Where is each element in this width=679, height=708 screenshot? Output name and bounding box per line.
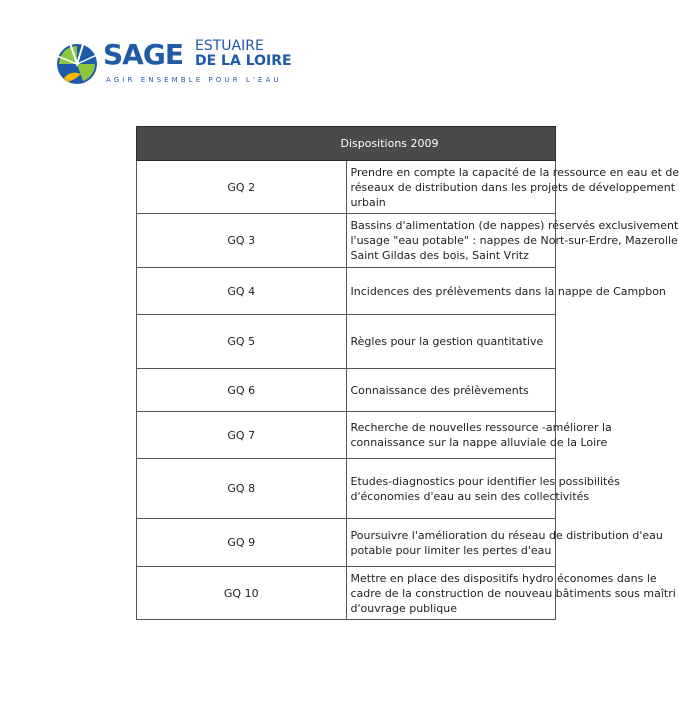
description-line: d'ouvrage publique	[350, 601, 457, 615]
disposition-code: GQ 2	[137, 161, 347, 214]
sage-logo	[55, 34, 295, 94]
description-line: Saint Gildas des bois, Saint Vritz	[350, 249, 529, 262]
logo-sage-text: SAGE	[103, 38, 183, 71]
description-line: Connaissance des prélèvements	[350, 383, 529, 397]
table-header-row	[137, 127, 556, 161]
disposition-code: GQ 4	[137, 268, 347, 315]
description-line: Poursuivre l'amélioration du réseau de distribution d'eau	[350, 528, 663, 542]
disposition-code: GQ 9	[137, 519, 347, 567]
disposition-description	[346, 315, 556, 369]
logo-de-la-loire-text: DE LA LOIRE	[195, 53, 292, 69]
disposition-description	[346, 214, 679, 268]
disposition-description	[346, 369, 556, 412]
table-row	[137, 459, 556, 519]
table-row	[137, 412, 556, 459]
table-row	[137, 519, 556, 567]
description-line: urbain	[350, 195, 386, 209]
description-line: d'économies d'eau au sein des collectivités	[350, 489, 590, 503]
description-line: l'usage "eau potable" : nappes de Nort-sur-Erdre, Mazerolle	[350, 234, 678, 247]
description-line: Prendre en compte la capacité de la ressource en eau et de	[350, 165, 679, 179]
table-row	[137, 268, 556, 315]
logo-estuaire-text: ESTUAIRE	[195, 38, 264, 54]
dispositions-table	[136, 126, 679, 620]
description-line: cadre de la construction de nouveau bâtiments sous maîtri	[350, 586, 676, 600]
description-line: Bassins d'alimentation (de nappes) réservés exclusivement	[350, 219, 679, 232]
table-header: Dispositions 2009	[137, 127, 556, 161]
table-body	[137, 161, 679, 620]
disposition-description	[346, 412, 612, 459]
description-line: Mettre en place des dispositifs hydro économes dans le	[350, 571, 657, 585]
table-row	[137, 214, 556, 268]
disposition-code: GQ 10	[137, 567, 347, 620]
disposition-code: GQ 6	[137, 369, 347, 412]
disposition-code: GQ 5	[137, 315, 347, 369]
description-line: réseaux de distribution dans les projets de développement	[350, 180, 676, 194]
description-line: Etudes-diagnostics pour identifier les possibilités	[350, 474, 620, 488]
description-line: Recherche de nouvelles ressource -améliorer la	[350, 421, 612, 434]
disposition-description	[346, 519, 663, 567]
description-line: Règles pour la gestion quantitative	[350, 335, 544, 348]
logo-tagline: AGIR ENSEMBLE POUR L'EAU	[106, 76, 282, 84]
disposition-code: GQ 3	[137, 214, 347, 268]
disposition-description	[346, 268, 666, 315]
disposition-description	[346, 161, 679, 214]
logo-emblem-icon	[55, 34, 101, 90]
table-row	[137, 315, 556, 369]
disposition-description	[346, 567, 676, 620]
disposition-code: GQ 8	[137, 459, 347, 519]
disposition-description	[346, 459, 620, 519]
table-row	[137, 567, 556, 620]
dispositions-table-container	[136, 126, 679, 622]
table-row	[137, 161, 556, 214]
description-line: Incidences des prélèvements dans la nappe de Campbon	[350, 284, 666, 298]
disposition-code: GQ 7	[137, 412, 347, 459]
description-line: connaissance sur la nappe alluviale de la Loire	[350, 436, 608, 449]
description-line: potable pour limiter les pertes d'eau	[350, 543, 552, 557]
table-row	[137, 369, 556, 412]
